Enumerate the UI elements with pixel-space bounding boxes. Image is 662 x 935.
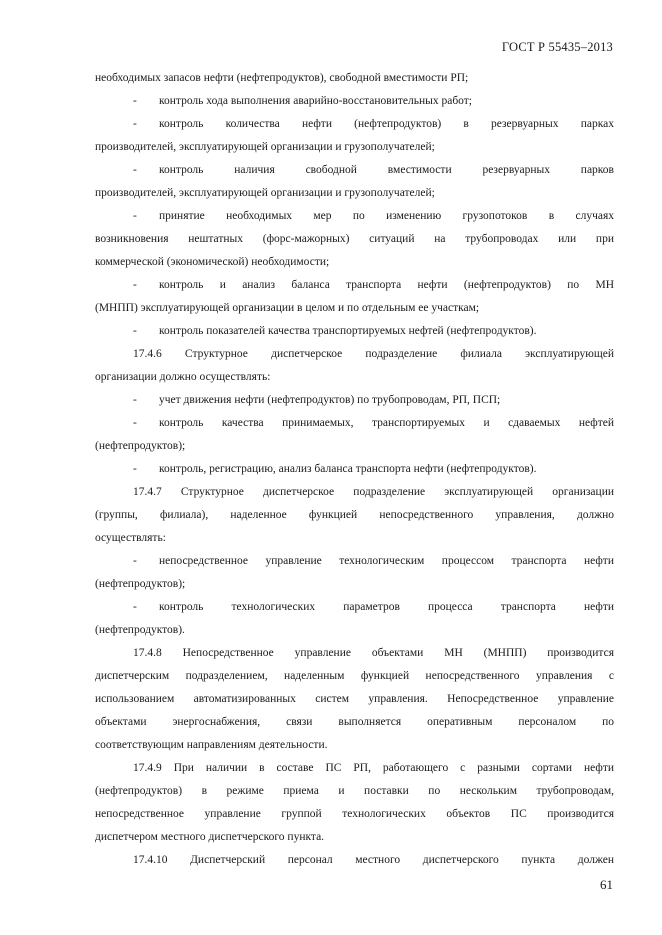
list-item <box>95 596 614 619</box>
list-bullet: - <box>133 325 137 337</box>
list-item <box>95 320 614 343</box>
paragraph-line: использованием автоматизированных систем управления. Непосредственное управление <box>95 693 614 705</box>
list-bullet: - <box>133 279 137 291</box>
list-item <box>95 550 614 573</box>
list-item-text: непосредственное управление технологическим процессом транспорта нефти <box>159 555 614 567</box>
list-item <box>95 458 614 481</box>
list-item <box>95 113 614 136</box>
paragraph-start: 17.4.10 Диспетчерский персонал местного диспетчерского пункта должен <box>133 854 614 866</box>
document-header: ГОСТ Р 55435–2013 <box>501 40 613 54</box>
paragraph-line: диспетчером местного диспетчерского пункта. <box>95 831 325 843</box>
paragraph-line: (нефтепродуктов); <box>95 578 186 590</box>
list-item <box>95 389 614 412</box>
paragraph-line: (группы, филиала), наделенное функцией непосредственного управления, должно <box>95 509 614 521</box>
list-bullet: - <box>133 417 137 429</box>
list-bullet: - <box>133 95 137 107</box>
paragraph-line: (нефтепродуктов). <box>95 624 185 636</box>
list-item-text: принятие необходимых мер по изменению грузопотоков в случаях <box>159 210 614 222</box>
paragraph-start: 17.4.9 При наличии в составе ПС РП, работающего с разными сортами нефти <box>133 762 614 774</box>
paragraph-start: 17.4.6 Структурное диспетчерское подразделение филиала эксплуатирующей <box>133 348 614 360</box>
paragraph-line: (нефтепродуктов); <box>95 440 186 452</box>
paragraph-line: непосредственное управление группой технологических объектов ПС производится <box>95 808 614 820</box>
list-item <box>95 90 614 113</box>
list-item <box>95 205 614 228</box>
list-bullet: - <box>133 601 137 613</box>
page-number: 61 <box>600 877 613 892</box>
paragraph-line: осуществлять: <box>95 532 166 544</box>
list-item-text: контроль качества принимаемых, транспортируемых и сдаваемых нефтей <box>159 417 614 429</box>
paragraph-line: производителей, эксплуатирующей организации и грузополучателей; <box>95 187 435 199</box>
list-item <box>95 274 614 297</box>
list-bullet: - <box>133 210 137 222</box>
list-bullet: - <box>133 394 137 406</box>
list-item <box>95 159 614 182</box>
paragraph-line: объектами энергоснабжения, связи выполняется оперативным персоналом по <box>95 716 614 728</box>
list-item-text: контроль хода выполнения аварийно-восстановительных работ; <box>159 95 472 107</box>
paragraph-line: (МНПП) эксплуатирующей организации в целом и по отдельным ее участкам; <box>95 302 480 314</box>
paragraph-line: соответствующим направлениям деятельности. <box>95 739 328 751</box>
paragraph-start: 17.4.8 Непосредственное управление объектами МН (МНПП) производится <box>133 647 614 659</box>
list-item-text: контроль показателей качества транспортируемых нефтей (нефтепродуктов). <box>159 325 537 337</box>
paragraph-line: коммерческой (экономической) необходимости; <box>95 256 330 268</box>
list-item <box>95 412 614 435</box>
list-item-text: контроль, регистрацию, анализ баланса транспорта нефти (нефтепродуктов). <box>159 463 537 475</box>
paragraph-line: диспетчерским подразделением, наделенным функцией непосредственного управления с <box>95 670 614 682</box>
list-bullet: - <box>133 555 137 567</box>
list-bullet: - <box>133 164 137 176</box>
list-item-text: контроль и анализ баланса транспорта нефти (нефтепродуктов) по МН <box>159 279 614 291</box>
paragraph-line: возникновения нештатных (форс-мажорных) ситуаций на трубопроводах или при <box>95 233 614 245</box>
paragraph-line: (нефтепродуктов) в режиме приема и поставки по нескольким трубопроводам, <box>95 785 614 797</box>
paragraph-line: необходимых запасов нефти (нефтепродуктов), свободной вместимости РП; <box>95 72 469 84</box>
list-bullet: - <box>133 118 137 130</box>
list-item-text: учет движения нефти (нефтепродуктов) по трубопроводам, РП, ПСП; <box>159 394 501 406</box>
list-item-text: контроль наличия свободной вместимости резервуарных парков <box>159 164 614 176</box>
paragraph-start: 17.4.7 Структурное диспетчерское подразделение эксплуатирующей организации <box>133 486 614 498</box>
list-item-text: контроль технологических параметров процесса транспорта нефти <box>159 601 614 613</box>
list-bullet: - <box>133 463 137 475</box>
list-item-text: контроль количества нефти (нефтепродуктов) в резервуарных парках <box>159 118 614 130</box>
paragraph-line: производителей, эксплуатирующей организации и грузополучателей; <box>95 141 435 153</box>
paragraph-line: организации должно осуществлять: <box>95 371 271 383</box>
document-body <box>95 67 614 872</box>
